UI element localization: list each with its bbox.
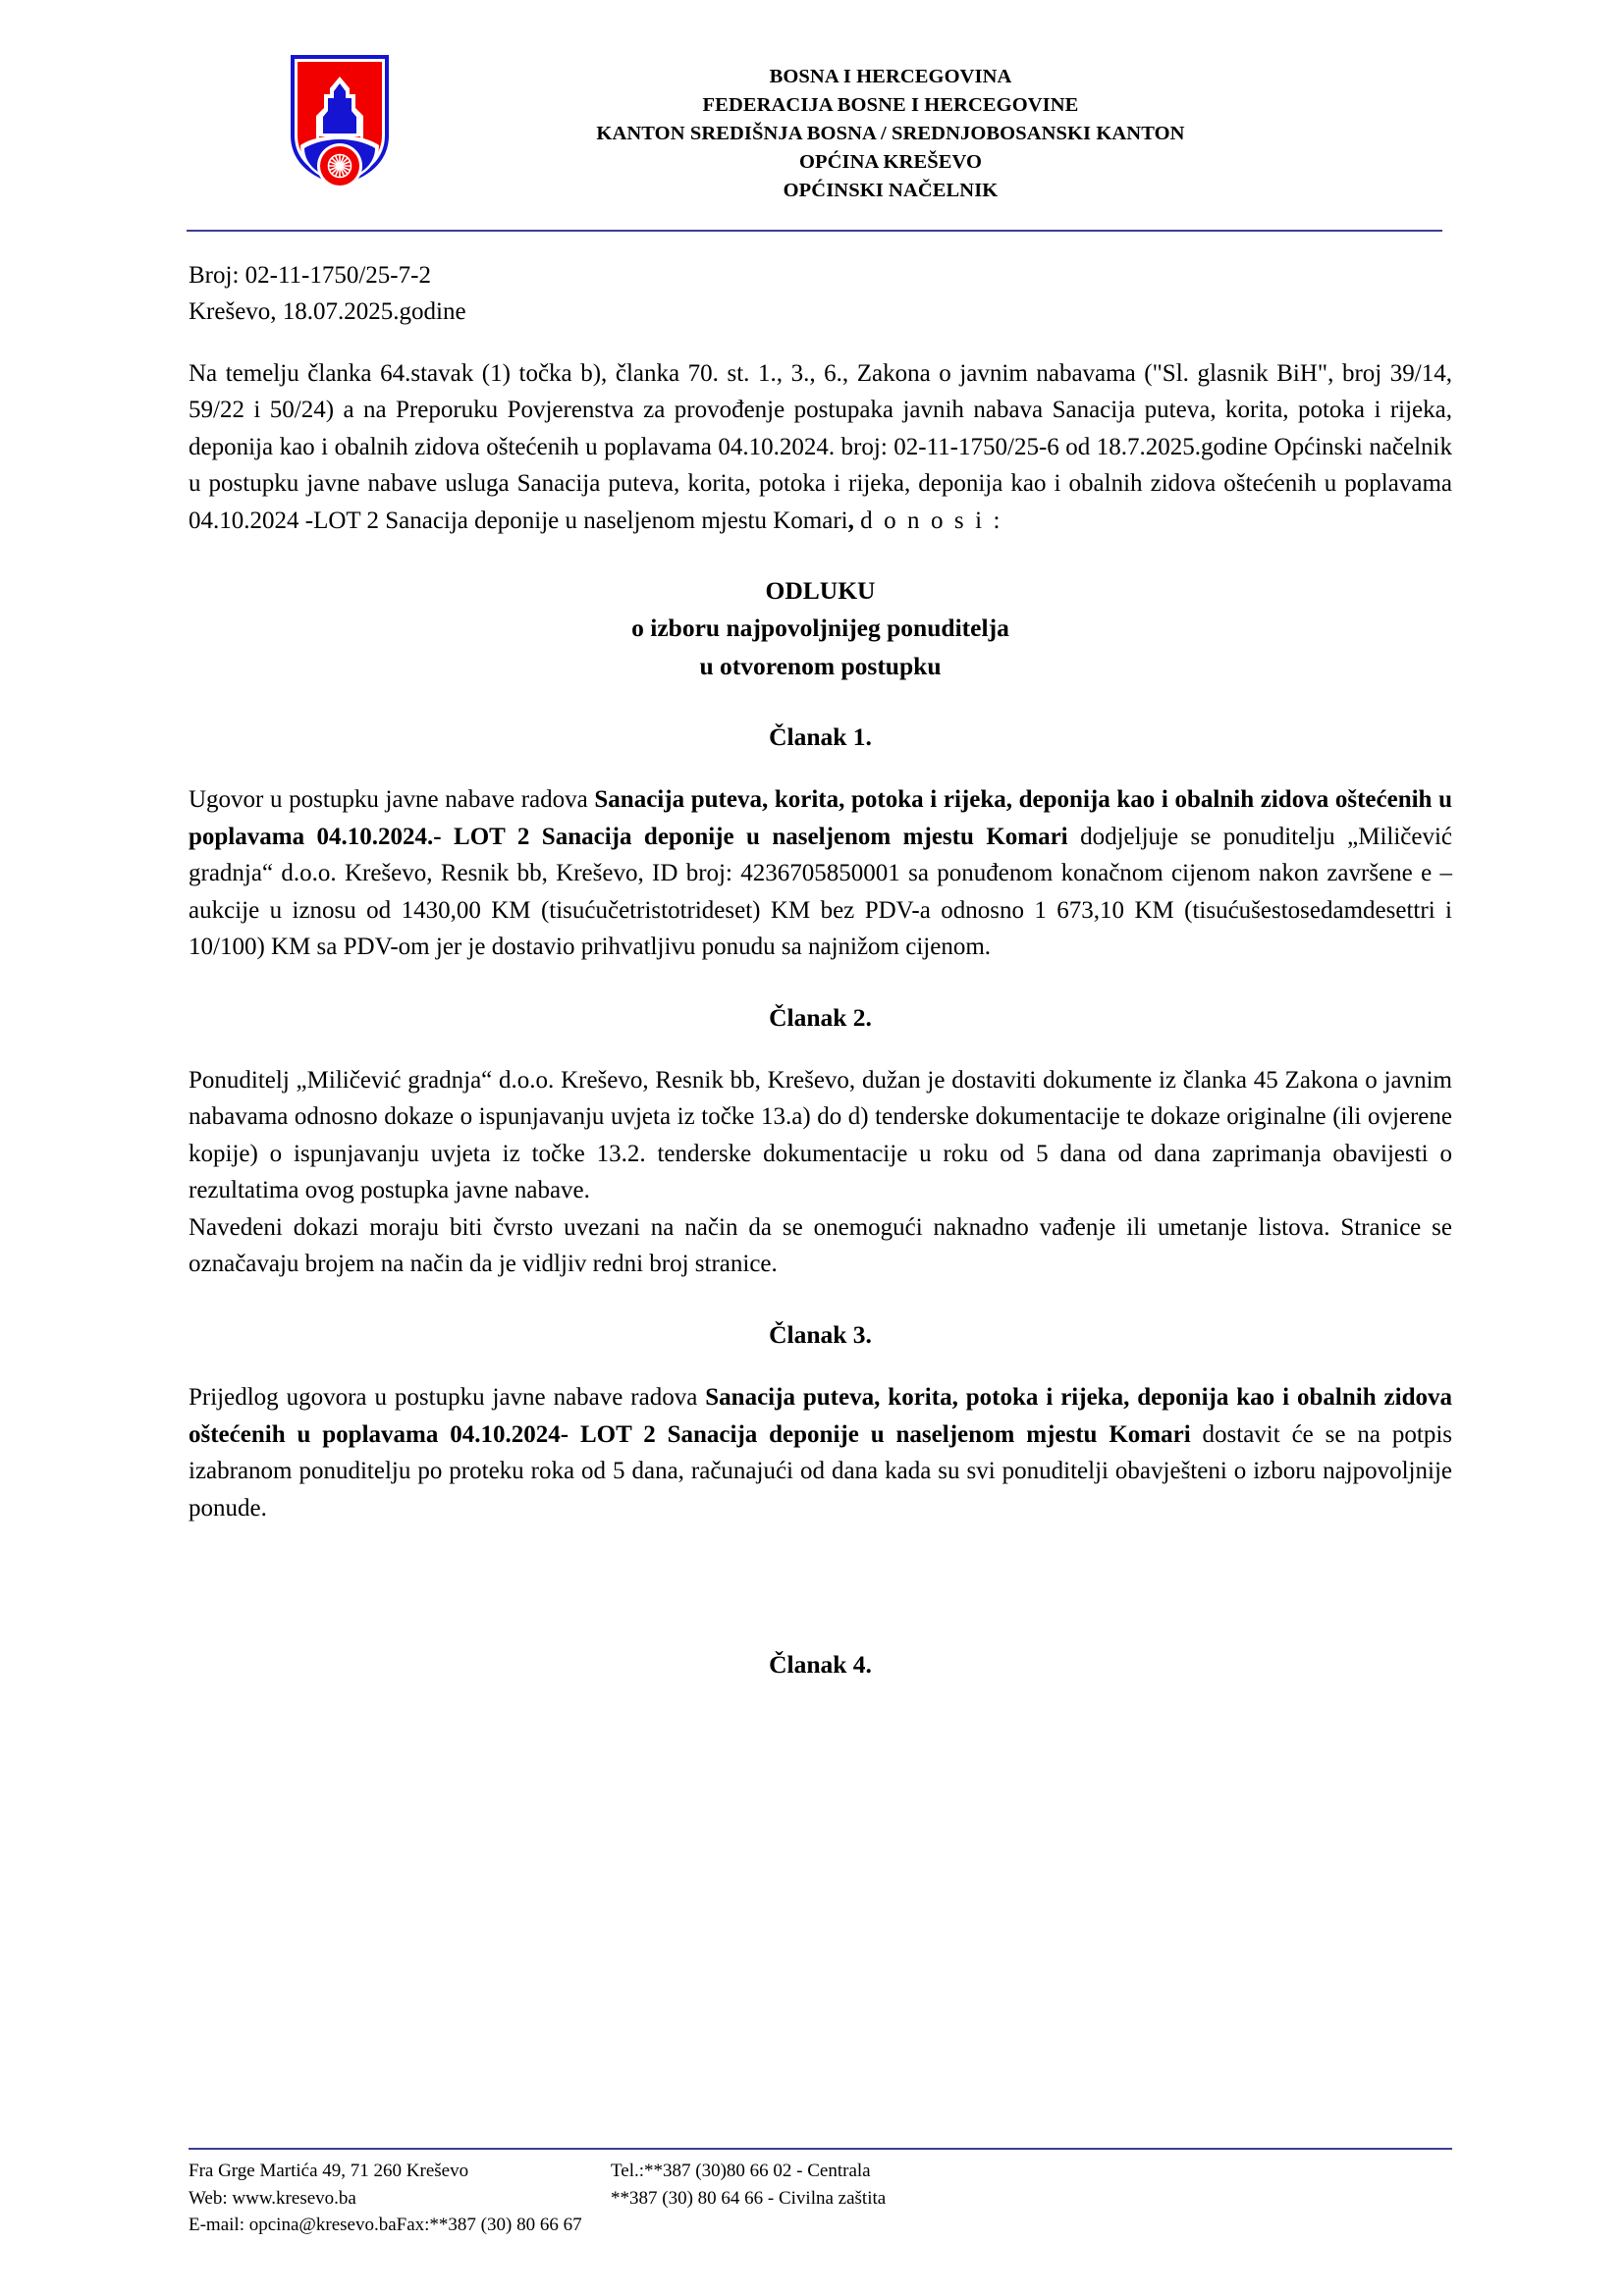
article-3-tail: dostavit će se na potpis izabranom ponuditelju po proteku roka od 5 dana, računajući od dana kada su svi ponuditelji obavješteni o izboru najpovoljnije ponude. (189, 1420, 1452, 1522)
header-divider (187, 230, 1442, 232)
article-2-paragraph-2: Navedeni dokazi moraju biti čvrsto uvezani na način da se onemogući naknadno vađenje ili umetanje listova. Stranice se označavaju brojem na način da je vidljiv redni broj stranice. (189, 1213, 1452, 1278)
decision-title-line2: o izboru najpovoljnijeg ponuditelja (631, 614, 1009, 643)
preamble-donosi: d o n o s i : (860, 507, 1003, 534)
footer-row-2 (189, 2185, 1452, 2213)
footer-spacer (611, 2212, 1452, 2239)
article-1-body (189, 781, 1452, 966)
preamble-comma: , (847, 507, 854, 534)
reference-number: Broj: 02-11-1750/25-7-2 (189, 261, 431, 289)
article-1-lead: Ugovor u postupku javne nabave radova (189, 786, 595, 814)
coat-of-arms-icon (287, 51, 393, 188)
footer-row-3 (189, 2212, 1452, 2239)
article-3-lead: Prijedlog ugovora u postupku javne nabave radova (189, 1384, 706, 1412)
document-body (189, 257, 1452, 1684)
article-2-heading: Članak 2. (769, 1002, 872, 1032)
article-1-heading: Članak 1. (769, 721, 872, 751)
decision-title-line3: u otvorenom postupku (699, 651, 942, 680)
article-3-body (189, 1379, 1452, 1526)
letterhead (0, 0, 1624, 206)
footer-divider (189, 2148, 1452, 2150)
footer-email-fax: E-mail: opcina@kresevo.baFax:**387 (30) 80 66 67 (189, 2215, 582, 2236)
article-3-subject: Sanacija puteva, korita, potoka i rijeka, deponija kao i obalnih zidova oštećenih u poplavama 04.10.2024- LOT 2 Sanacija deponije u naseljenom mjestu Komari (189, 1384, 1452, 1448)
article-4-heading: Članak 4. (769, 1650, 872, 1680)
article-1-subject: Sanacija puteva, korita, potoka i rijeka, deponija kao i obalnih zidova oštećenih u poplavama 04.10.2024.- LOT 2 Sanacija deponije u naseljenom mjestu Komari (189, 786, 1452, 850)
preamble-text: Na temelju članka 64.stavak (1) točka b), članka 70. st. 1., 3., 6., Zakona o javnim nabavama ("Sl. glasnik BiH", broj 39/14, 59/22 i 50/24) a na Preporuku Povjerenstva za provođenje postupaka javnih nabava Sanacija puteva, korita, potoka i rijeka, deponija kao i obalnih zidova oštećenih u poplavama 04.10.2024. broj: 02-11-1750/25-6 od 18.7.2025.godine Općinski načelnik u postupku javne nabave usluga Sanacija puteva, korita, potoka i rijeka, deponija kao i obalnih zidova oštećenih u poplavama 04.10.2024 -LOT 2 Sanacija deponije u naseljenom mjestu Komari (189, 359, 1452, 534)
article-2-paragraph-1: Ponuditelj „Miličević gradnja“ d.o.o. Kreševo, Resnik bb, Kreševo, dužan je dostaviti dokumente iz članka 45 Zakona o javnim nabavama odnosno dokaze o ispunjavanju uvjeta iz točke 13.a) do d) tenderske dokumentacije te dokaze originalne (ili ovjerene kopije) o ispunjavanju uvjeta iz točke 13.2. tenderske dokumentacije u roku od 5 dana od dana zaprimanja obavijesti o rezultatima ovog postupka javne nabave. (189, 1066, 1452, 1204)
article-1-tail: dodjeljuje se ponuditelju „Miličević gradnja“ d.o.o. Kreševo, Resnik bb, Kreševo, ID broj: 4236705850001 sa ponuđenom konačnom cijenom nakon završene e – aukcije u iznosu od 1430,00 KM (tisućučetristotrideset) KM bez PDV-a odnosno 1 673,10 KM (tisućušestosedamdesettri i 10/100) KM sa PDV-om jer je dostavio prihvatljivu ponudu sa najnižom cijenom. (189, 823, 1453, 961)
footer-row-1 (189, 2158, 1452, 2185)
crest-container (0, 51, 412, 188)
org-line-country: BOSNA I HERCEGOVINA (769, 66, 1012, 87)
place-and-date: Kreševo, 18.07.2025.godine (189, 297, 466, 325)
decision-title (189, 572, 1452, 685)
decision-title-line1: ODLUKU (765, 576, 876, 606)
article-3-heading: Članak 3. (769, 1319, 872, 1349)
organization-heading (412, 51, 1624, 206)
org-line-municipality: OPĆINA KREŠEVO (798, 151, 983, 174)
footer-phone-civil-protection: **387 (30) 80 64 66 - Civilna zaštita (611, 2187, 887, 2209)
footer-phone-central: Tel.:**387 (30)80 66 02 - Centrala (611, 2161, 871, 2182)
org-line-office: OPĆINSKI NAČELNIK (783, 180, 999, 202)
org-line-canton: KANTON SREDIŠNJA BOSNA / SREDNJOBOSANSKI KANTON (596, 123, 1185, 145)
footer-address: Fra Grge Martića 49, 71 260 Kreševo (189, 2161, 469, 2182)
reference-block (189, 257, 1452, 330)
org-line-federation: FEDERACIJA BOSNE I HERCEGOVINE (702, 94, 1079, 117)
page-footer (189, 2148, 1452, 2239)
preamble-paragraph (189, 355, 1452, 540)
footer-web: Web: www.kresevo.ba (189, 2187, 356, 2209)
